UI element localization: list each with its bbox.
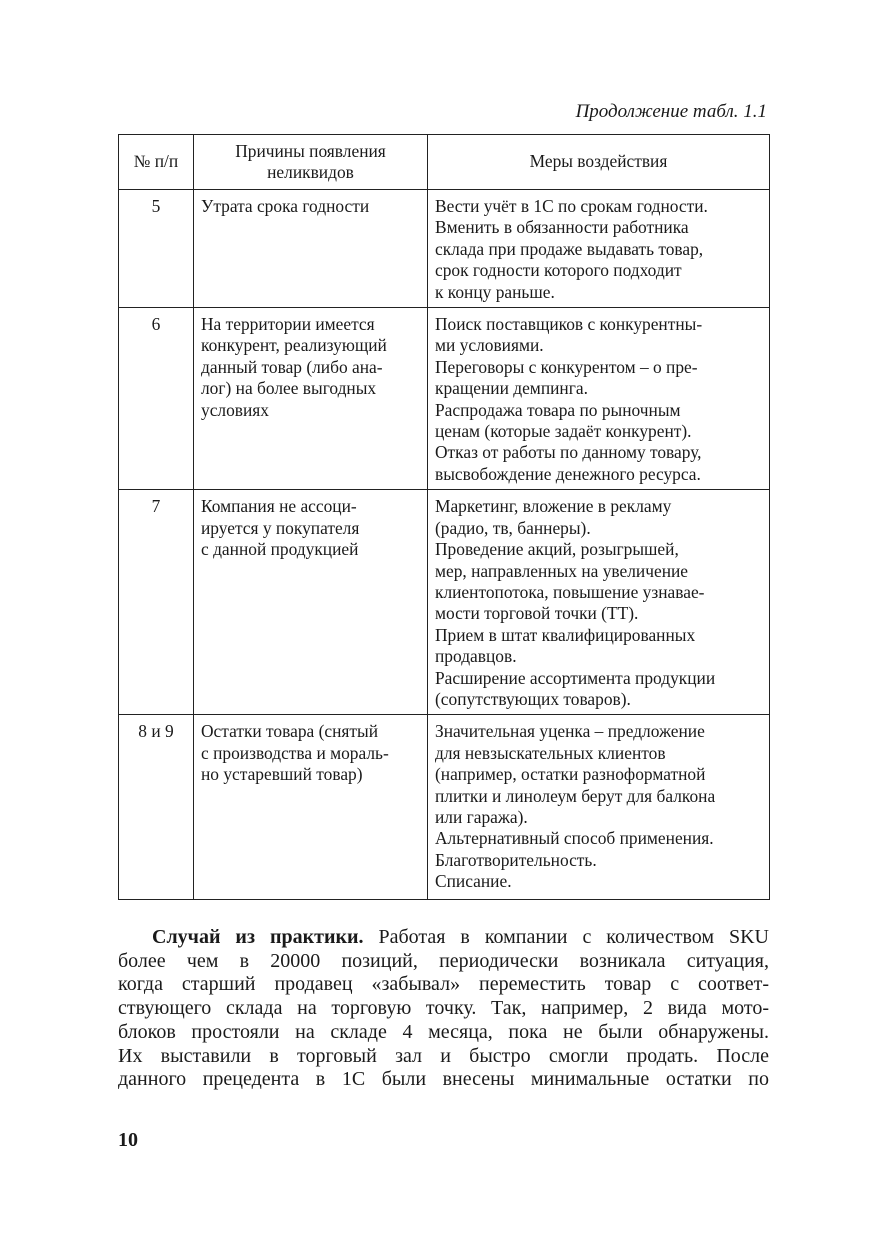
row-measures-cell (428, 715, 770, 900)
page-number: 10 (118, 1129, 138, 1151)
cause-line: условиях (201, 399, 270, 420)
paragraph-line: данного прецедента в 1С были внесены минимальные остатки по (118, 1068, 769, 1091)
table-continuation-caption: Продолжение табл. 1.1 (575, 101, 767, 122)
measure-line: Благотворительность. (435, 849, 597, 870)
cause-line: ируется у покупателя (201, 517, 360, 538)
measure-line: срок годности которого подходит (435, 260, 682, 281)
measure-line: (сопутствующих товаров). (435, 688, 631, 709)
measure-line: мости торговой точки (ТТ). (435, 603, 639, 624)
paragraph-lead: Случай из практики. (152, 926, 364, 948)
paragraph-line: блоков простояли на складе 4 месяца, пока не были обнаружены. (118, 1020, 769, 1043)
measure-line: Распродажа товара по рыночным (435, 399, 681, 420)
row-cause-cell (194, 490, 428, 715)
measure-line: высвобождение денежного ресурса. (435, 463, 701, 484)
measure-line: Отказ от работы по данному товару, (435, 442, 702, 463)
measure-line: к концу раньше. (435, 281, 555, 302)
header-num: № п/п (119, 135, 194, 190)
measure-line: (радио, тв, баннеры). (435, 517, 591, 538)
table-row (119, 308, 770, 490)
header-causes (194, 135, 428, 190)
measure-line: кращении демпинга. (435, 378, 588, 399)
table-row (119, 190, 770, 308)
paragraph-line-text: Работая в компании с количеством SKU (378, 926, 770, 948)
measure-line: склада при продаже выдавать товар, (435, 238, 704, 259)
row-cause-cell (194, 308, 428, 490)
cause-line: Остатки товара (снятый (201, 721, 378, 742)
cause-line: но устаревший товар) (201, 764, 363, 785)
cause-line: Утрата срока годности (201, 196, 370, 216)
measure-line: Проведение акций, розыгрышей, (435, 539, 679, 560)
measure-line: ми условиями. (435, 335, 544, 356)
measure-line: Расширение ассортимента продукции (435, 667, 716, 688)
table-row (119, 715, 770, 900)
row-measures-cell (428, 490, 770, 715)
row-cause-cell (194, 190, 428, 308)
measure-line: Альтернативный способ применения. (435, 828, 714, 849)
measure-line: Поиск поставщиков с конкурентны- (435, 314, 703, 335)
measure-line: Переговоры с конкурентом – о пре- (435, 356, 698, 377)
header-causes-line: Причины появления (235, 140, 386, 161)
paragraph-line: более чем в 20000 позиций, периодически возникала ситуация, (118, 949, 769, 972)
cause-line: с данной продукцией (201, 539, 359, 560)
table-header-row (119, 135, 770, 190)
paragraph-line (118, 926, 769, 950)
row-cause-cell (194, 715, 428, 900)
measure-line: (например, остатки разноформатной (435, 764, 706, 785)
row-number: 7 (119, 490, 194, 715)
header-causes-line: неликвидов (267, 162, 354, 182)
measure-line: Вменить в обязанности работника (435, 217, 689, 238)
measure-line: или гаража). (435, 806, 528, 827)
cause-line: данный товар (либо ана- (201, 356, 383, 377)
cause-line: лог) на более выгодных (201, 378, 377, 399)
row-measures-cell (428, 190, 770, 308)
measure-line: для невзыскательных клиентов (435, 742, 666, 763)
measure-line: Маркетинг, вложение в рекламу (435, 496, 672, 517)
practice-case-paragraph (118, 926, 769, 1092)
measures-table (118, 134, 770, 900)
row-measures-cell (428, 308, 770, 490)
paragraph-line: ствующего склада на торговую точку. Так, например, 2 вида мото- (118, 997, 769, 1020)
cause-line: Компания не ассоци- (201, 496, 357, 517)
measure-line: мер, направленных на увеличение (435, 560, 689, 581)
row-number: 5 (119, 190, 194, 308)
measure-line: продавцов. (435, 646, 517, 667)
paragraph-line: когда старший продавец «забывал» переместить товар с соответ- (118, 973, 769, 996)
header-measures: Меры воздействия (428, 135, 770, 190)
row-number: 6 (119, 308, 194, 490)
measure-line: Списание. (435, 871, 512, 892)
cause-line: с производства и мораль- (201, 742, 389, 763)
row-number: 8 и 9 (119, 715, 194, 900)
measure-line: Прием в штат квалифицированных (435, 624, 696, 645)
cause-line: На территории имеется (201, 314, 375, 335)
measure-line: клиентопотока, повышение узнавае- (435, 581, 705, 602)
measure-line: Вести учёт в 1С по срокам годности. (435, 196, 708, 216)
table-row (119, 490, 770, 715)
measure-line: ценам (которые задаёт конкурент). (435, 421, 692, 442)
cause-line: конкурент, реализующий (201, 335, 387, 356)
measure-line: плитки и линолеум берут для балкона (435, 785, 716, 806)
paragraph-line: Их выставили в торговый зал и быстро смогли продать. После (118, 1044, 769, 1067)
measure-line: Значительная уценка – предложение (435, 721, 705, 742)
